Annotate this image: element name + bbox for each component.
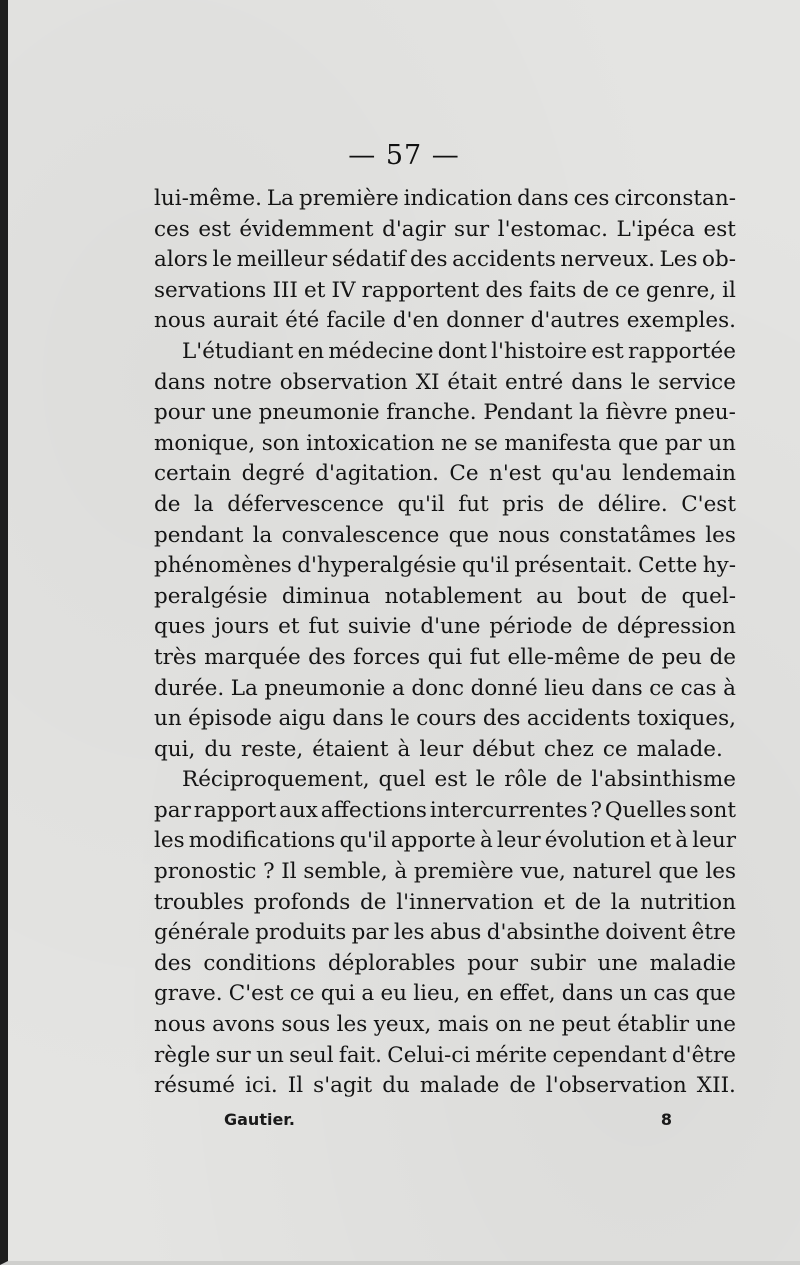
footer-signature-mark: 8	[660, 1110, 672, 1129]
footer-author: Gautier.	[224, 1110, 295, 1129]
text-line: générale produits par les abus d'absinthe doivent être	[154, 920, 736, 946]
text-line: un épisode aigu dans le cours des accidents toxiques,	[154, 706, 736, 732]
text-line: troubles profonds de l'innervation et de la nutrition	[154, 889, 736, 915]
text-line: de la défervescence qu'il fut pris de délire. C'est	[154, 491, 736, 517]
text-line: pronostic ? Il semble, à première vue, naturel que les	[154, 859, 736, 885]
text-line: alors le meilleur sédatif des accidents nerveux. Les ob-	[154, 247, 736, 273]
text-line: par rapport aux affections intercurrentes ? Quelles sont	[154, 797, 736, 823]
page-number: — 57 —	[348, 140, 460, 171]
text-line: Réciproquement, quel est le rôle de l'absinthisme	[182, 767, 736, 793]
text-line: des conditions déplorables pour subir une maladie	[154, 950, 736, 976]
page-footer	[224, 1110, 672, 1129]
text-line: qui, du reste, étaient à leur début chez ce malade.	[154, 736, 723, 762]
text-line: ques jours et fut suivie d'une période de dépression	[154, 614, 736, 640]
text-line: nous aurait été facile d'en donner d'autres exemples.	[154, 308, 736, 334]
text-line: résumé ici. Il s'agit du malade de l'observation XII.	[154, 1073, 736, 1099]
text-line: règle sur un seul fait. Celui-ci mérite cependant d'être	[154, 1042, 736, 1068]
text-line: pendant la convalescence que nous constatâmes les	[154, 522, 736, 548]
text-line: pour une pneumonie franche. Pendant la fièvre pneu-	[154, 400, 736, 426]
text-line: peralgésie diminua notablement au bout de quel-	[154, 583, 736, 609]
text-line: ces est évidemment d'agir sur l'estomac. L'ipéca est	[154, 216, 736, 242]
text-line: monique, son intoxication ne se manifesta que par un	[154, 430, 736, 456]
text-line: servations III et IV rapportent des faits de ce genre, il	[154, 277, 736, 303]
text-line: dans notre observation XI était entré dans le service	[154, 369, 736, 395]
text-line: très marquée des forces qui fut elle-même de peu de	[154, 644, 736, 670]
text-line: nous avons sous les yeux, mais on ne peut établir une	[154, 1012, 736, 1038]
body-text	[154, 184, 736, 1102]
text-line: lui-même. La première indication dans ces circonstan-	[154, 186, 736, 211]
text-line: certain degré d'agitation. Ce n'est qu'au lendemain	[154, 461, 736, 487]
text-line: durée. La pneumonie a donc donné lieu dans ce cas à	[154, 675, 736, 701]
text-line: phénomènes d'hyperalgésie qu'il présentait. Cette hy-	[154, 553, 736, 579]
text-line: les modifications qu'il apporte à leur évolution et à leur	[154, 828, 736, 854]
text-line: L'étudiant en médecine dont l'histoire est rapportée	[182, 338, 736, 364]
text-line: grave. C'est ce qui a eu lieu, en effet, dans un cas que	[154, 981, 736, 1007]
